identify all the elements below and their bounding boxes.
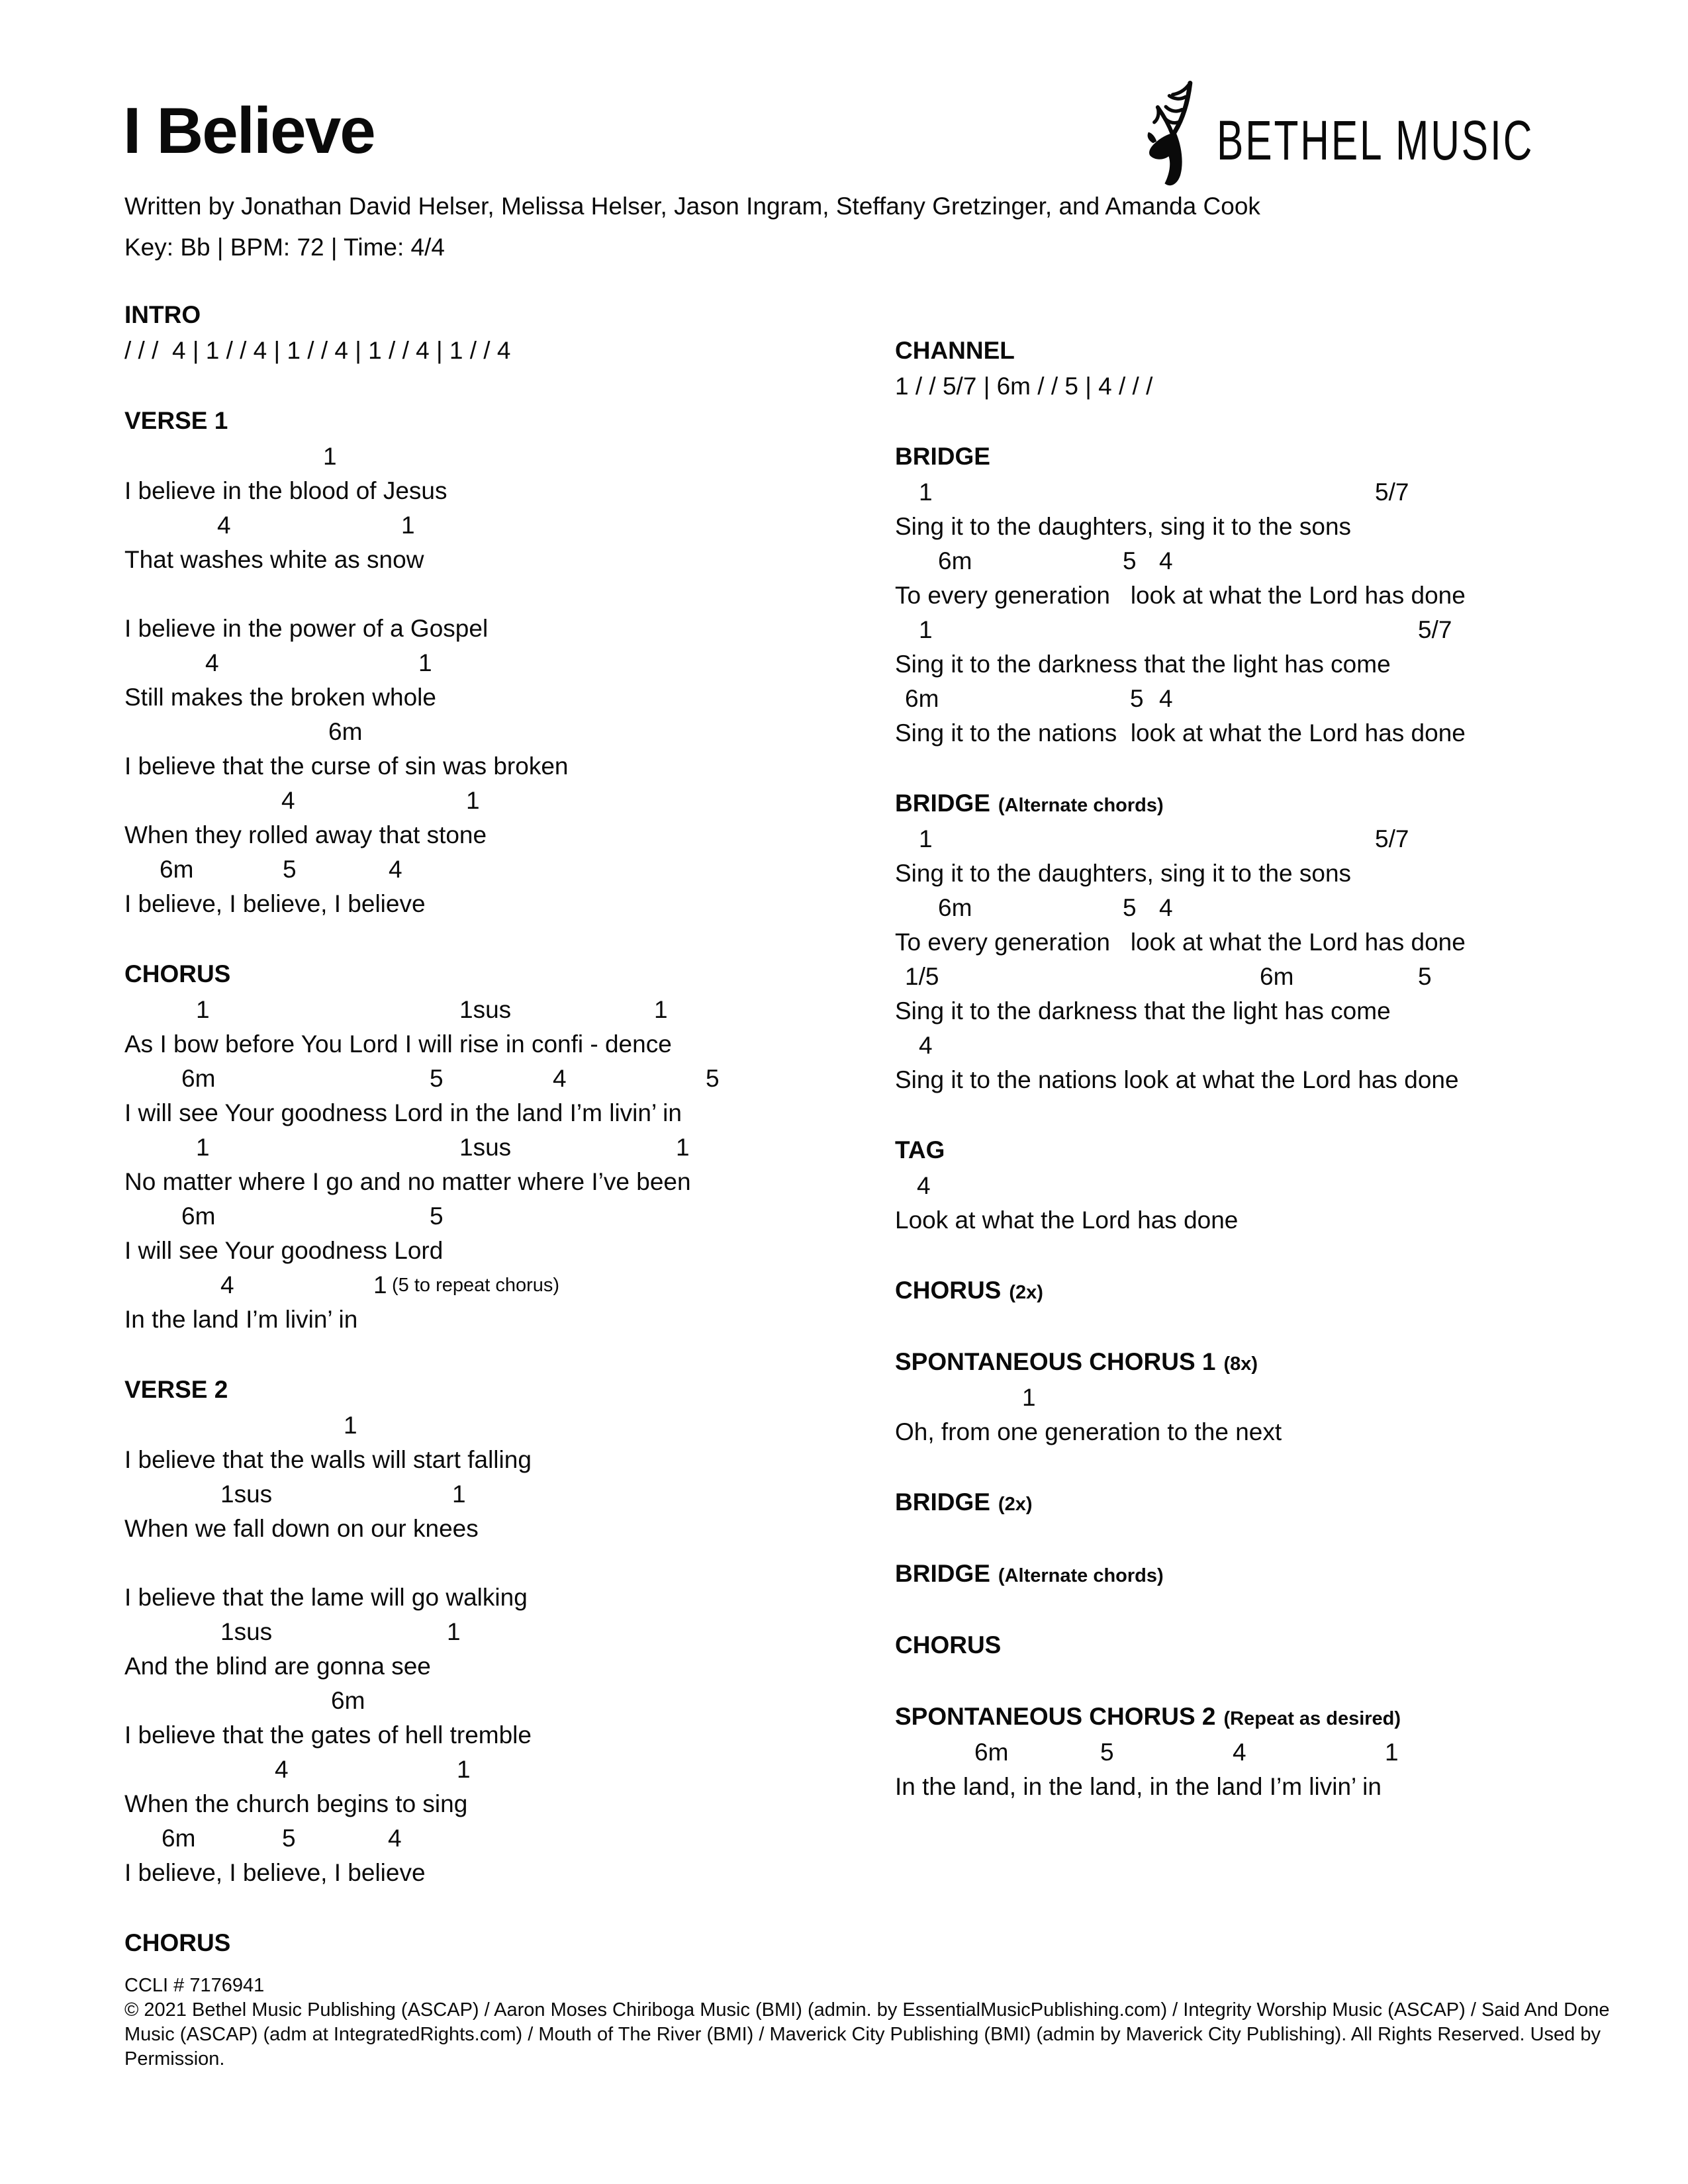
chord: 5/7	[1375, 825, 1409, 852]
lyric-line: In the land I’m livin’ in	[124, 1306, 358, 1333]
chord-line	[895, 1028, 1683, 1063]
chord-line	[124, 852, 912, 887]
chord: 4	[275, 1756, 289, 1783]
chord: 1sus	[220, 1618, 273, 1645]
chord-line	[124, 784, 912, 818]
section-heading-label: VERSE 1	[124, 407, 228, 434]
section-spontaneous-chorus-1	[895, 1343, 1683, 1449]
chord: 6m	[331, 1687, 365, 1714]
chord-line	[124, 1821, 912, 1856]
chord: 4	[553, 1065, 567, 1092]
chord-line	[124, 993, 912, 1027]
lyric-line: And the blind are gonna see	[124, 1653, 431, 1680]
section-heading	[895, 1698, 1683, 1735]
section-heading-suffix: (Repeat as desired)	[1223, 1708, 1401, 1729]
chord-line	[124, 1062, 912, 1096]
chord-line	[895, 1735, 1683, 1770]
bethel-music-logo	[1144, 78, 1658, 192]
section-heading-label: BRIDGE	[895, 443, 990, 470]
chord: 4	[1233, 1739, 1246, 1766]
chord: 4	[205, 649, 219, 676]
stanza-spacer	[124, 577, 912, 612]
chord: 1	[676, 1134, 690, 1161]
lyric-line: Sing it to the nations look at what the Lord has done	[895, 719, 1466, 747]
chord-line	[124, 646, 912, 680]
section-heading-suffix: (8x)	[1223, 1353, 1258, 1375]
chord-line	[895, 822, 1683, 856]
section-bridge	[895, 438, 1683, 751]
chord-line	[895, 613, 1683, 647]
chord-note: (5 to repeat chorus)	[392, 1275, 560, 1296]
lyric-line: I believe that the walls will start falling	[124, 1446, 532, 1473]
chord-line	[895, 960, 1683, 994]
chord-line	[124, 1684, 912, 1718]
chord: 4	[917, 1172, 931, 1199]
chord: 5	[706, 1065, 720, 1092]
section-tag	[895, 1132, 1683, 1238]
chord-line	[124, 1130, 912, 1165]
section-heading	[895, 1484, 1683, 1521]
section-bridge	[895, 1555, 1683, 1592]
section-heading-suffix: (Alternate chords)	[998, 795, 1164, 816]
chord-line	[895, 1169, 1683, 1203]
chord: 1	[919, 825, 933, 852]
section-heading-label: BRIDGE	[895, 1560, 990, 1587]
chord: 4	[220, 1271, 234, 1298]
chord-line	[124, 508, 912, 543]
section-heading	[895, 1272, 1683, 1309]
chord: 4	[1159, 685, 1173, 712]
chord: 5	[430, 1203, 444, 1230]
section-verse-2	[124, 1371, 912, 1890]
chord: 1	[196, 1134, 210, 1161]
chord: 1	[452, 1480, 466, 1508]
chord: 6m	[905, 685, 939, 712]
section-chorus	[124, 1925, 912, 1962]
chord-line	[895, 544, 1683, 578]
chord: 6m	[1260, 963, 1294, 990]
chord: 5	[1123, 894, 1137, 921]
section-heading-label: BRIDGE	[895, 790, 990, 817]
chord: 1	[919, 616, 933, 643]
chord-pattern-line: 1 / / 5/7 | 6m / / 5 | 4 / / /	[895, 373, 1153, 400]
chord-line	[124, 715, 912, 749]
chord: 5	[1123, 547, 1137, 574]
lyric-line: I believe in the power of a Gospel	[124, 615, 489, 642]
chord: 5/7	[1418, 616, 1452, 643]
chord: 1	[466, 787, 480, 814]
chord-line	[895, 1381, 1683, 1415]
chord: 1	[1022, 1384, 1036, 1411]
section-heading	[895, 1343, 1683, 1381]
lyric-line: Still makes the broken whole	[124, 684, 436, 711]
chord: 1	[457, 1756, 471, 1783]
stanza-spacer	[124, 1546, 912, 1580]
section-heading-label: VERSE 2	[124, 1376, 228, 1403]
chord-line	[124, 1199, 912, 1234]
chord: 6m	[181, 1065, 216, 1092]
section-heading-label: CHORUS	[895, 1631, 1002, 1659]
section-heading	[895, 785, 1683, 822]
lyric-line: When we fall down on our knees	[124, 1515, 479, 1542]
lyric-line: That washes white as snow	[124, 546, 424, 573]
lyric-line: I believe, I believe, I believe	[124, 1859, 426, 1886]
deer-antlers-icon	[1144, 78, 1207, 192]
lyric-line: I believe that the lame will go walking	[124, 1584, 528, 1611]
section-heading-label: TAG	[895, 1136, 945, 1163]
lyric-line: No matter where I go and no matter where I’ve been	[124, 1168, 691, 1195]
chord: 5	[283, 856, 297, 883]
chord-line	[895, 891, 1683, 925]
chord: 1	[401, 512, 415, 539]
chord-line	[895, 682, 1683, 716]
chord: 1	[654, 996, 668, 1023]
chord: 1sus	[459, 1134, 512, 1161]
section-heading-label: CHORUS	[124, 960, 231, 987]
chord-line	[124, 1268, 912, 1302]
chord-line	[124, 1752, 912, 1787]
right-column	[895, 332, 1683, 1839]
lyric-line: Look at what the Lord has done	[895, 1206, 1239, 1234]
section-heading	[124, 1371, 912, 1408]
chord: 4	[1159, 547, 1173, 574]
chord: 6m	[162, 1825, 196, 1852]
lyric-line: To every generation look at what the Lord has done	[895, 929, 1466, 956]
chord: 6m	[181, 1203, 216, 1230]
section-heading-label: CHORUS	[124, 1929, 231, 1956]
chord: 1/5	[905, 963, 939, 990]
writers-line: Written by Jonathan David Helser, Melissa Helser, Jason Ingram, Steffany Gretzinger, and Amanda Cook	[124, 193, 1260, 220]
chord: 1	[373, 1271, 387, 1298]
chord: 1	[1385, 1739, 1399, 1766]
section-heading	[895, 1132, 1683, 1169]
section-heading	[124, 402, 912, 439]
section-channel	[895, 332, 1683, 404]
section-heading-suffix: (Alternate chords)	[998, 1565, 1164, 1586]
lyric-line: Sing it to the daughters, sing it to the sons	[895, 860, 1352, 887]
lyric-line: Sing it to the daughters, sing it to the sons	[895, 513, 1352, 540]
footer	[124, 1974, 1626, 2071]
section-heading	[124, 296, 912, 334]
section-intro	[124, 296, 912, 368]
section-heading-label: SPONTANEOUS CHORUS 2	[895, 1703, 1216, 1730]
section-heading	[895, 438, 1683, 475]
page-title: I Believe	[123, 94, 375, 167]
lyric-line: I will see Your goodness Lord in the land I’m livin’ in	[124, 1099, 682, 1126]
section-heading	[895, 1627, 1683, 1664]
logo-wordmark: BETHEL MUSIC	[1217, 109, 1534, 171]
chord-line	[124, 1408, 912, 1443]
chord: 4	[281, 787, 295, 814]
chord: 6m	[938, 547, 972, 574]
lyric-line: When the church begins to sing	[124, 1790, 468, 1817]
chord: 4	[389, 856, 402, 883]
ccli-number: CCLI # 7176941	[124, 1975, 265, 1996]
section-heading	[124, 956, 912, 993]
chord: 1	[344, 1412, 357, 1439]
section-heading	[895, 1555, 1683, 1592]
chord: 1sus	[220, 1480, 273, 1508]
lyric-line: I will see Your goodness Lord	[124, 1237, 444, 1264]
chord: 4	[217, 512, 231, 539]
chord: 6m	[974, 1739, 1009, 1766]
chord: 1	[919, 478, 933, 506]
lyric-line: I believe that the curse of sin was broken	[124, 752, 569, 780]
section-verse-1	[124, 402, 912, 921]
lyric-line: Sing it to the darkness that the light has come	[895, 651, 1391, 678]
chord-line	[124, 1615, 912, 1649]
chord: 5	[1100, 1739, 1114, 1766]
chord-line	[124, 1477, 912, 1512]
section-spontaneous-chorus-2	[895, 1698, 1683, 1804]
section-heading-label: CHORUS	[895, 1277, 1002, 1304]
key-meta-line: Key: Bb | BPM: 72 | Time: 4/4	[124, 234, 445, 261]
section-heading-label: SPONTANEOUS CHORUS 1	[895, 1348, 1216, 1375]
chord: 5/7	[1375, 478, 1409, 506]
lyric-line: Oh, from one generation to the next	[895, 1418, 1282, 1445]
chord: 6m	[160, 856, 194, 883]
section-heading	[895, 332, 1683, 369]
section-heading-label: INTRO	[124, 301, 201, 328]
left-column	[124, 296, 912, 1996]
chord: 5	[282, 1825, 296, 1852]
lyric-line: I believe that the gates of hell tremble	[124, 1721, 532, 1749]
chord: 1	[447, 1618, 461, 1645]
lyric-line: Sing it to the darkness that the light has come	[895, 997, 1391, 1024]
lyric-line: When they rolled away that stone	[124, 821, 487, 848]
chord: 1	[196, 996, 210, 1023]
chord: 5	[1130, 685, 1144, 712]
chord: 5	[430, 1065, 444, 1092]
chord: 4	[1159, 894, 1173, 921]
section-chorus	[124, 956, 912, 1337]
section-heading-suffix: (2x)	[998, 1494, 1033, 1515]
section-heading-label: CHANNEL	[895, 337, 1015, 364]
lyric-line: To every generation look at what the Lord has done	[895, 582, 1466, 609]
section-chorus	[895, 1272, 1683, 1309]
lyric-line: I believe, I believe, I believe	[124, 890, 426, 917]
chord: 6m	[328, 718, 363, 745]
chord-pattern-line: / / / 4 | 1 / / 4 | 1 / / 4 | 1 / / 4 | 1 / / 4	[124, 337, 511, 364]
chord: 6m	[938, 894, 972, 921]
section-heading-suffix: (2x)	[1009, 1282, 1043, 1303]
chord: 1	[323, 443, 337, 470]
chord: 4	[388, 1825, 402, 1852]
section-heading-label: BRIDGE	[895, 1488, 990, 1516]
chord-line	[895, 475, 1683, 510]
section-bridge	[895, 785, 1683, 1097]
section-chorus	[895, 1627, 1683, 1664]
chord: 4	[919, 1032, 933, 1059]
lyric-line: Sing it to the nations look at what the Lord has done	[895, 1066, 1459, 1093]
lyric-line: As I bow before You Lord I will rise in confi - dence	[124, 1030, 672, 1058]
copyright-text: © 2021 Bethel Music Publishing (ASCAP) / Aaron Moses Chiriboga Music (BMI) (admin. by EssentialMusicPublishing.com) / Integrity Worship Music (ASCAP) / Said And Done Music (ASCAP) (adm at IntegratedRights.com) / Mouth of The River (BMI) / Maverick City Publishing (BMI) (admin by Maverick City Publishing). All Rights Reserved. Used by Permission.	[124, 1999, 1610, 2070]
chord: 1	[418, 649, 432, 676]
chord-line	[124, 439, 912, 474]
section-bridge	[895, 1484, 1683, 1521]
lyric-line: In the land, in the land, in the land I’m livin’ in	[895, 1773, 1382, 1800]
section-heading	[124, 1925, 912, 1962]
chord: 1sus	[459, 996, 512, 1023]
chord: 5	[1418, 963, 1432, 990]
lyric-line: I believe in the blood of Jesus	[124, 477, 447, 504]
